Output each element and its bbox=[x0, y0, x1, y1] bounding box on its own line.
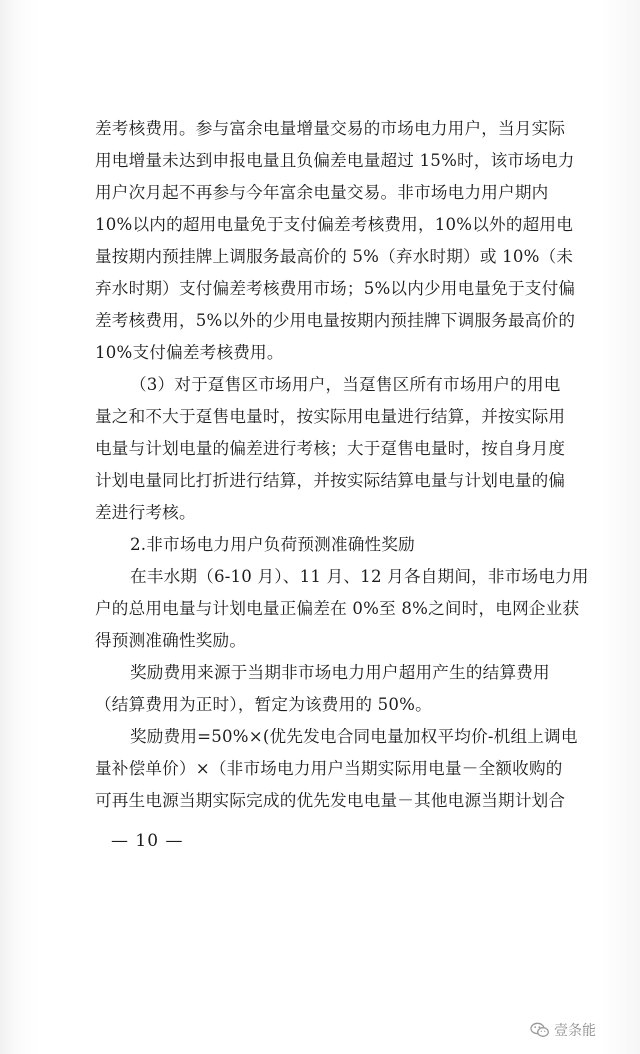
watermark bbox=[530, 1020, 596, 1040]
paragraph-line: 在丰水期（6-10 月）、11 月、12 月各自期间，非市场电力用 bbox=[130, 567, 589, 586]
paragraph-line: 用户次月起不再参与今年富余电量交易。非市场电力用户期内 bbox=[95, 183, 549, 202]
paragraph-line: 量之和不大于趸售电量时，按实际用电量进行结算，并按实际用 bbox=[95, 407, 566, 426]
paragraph-line: 得预测准确性奖励。 bbox=[95, 631, 247, 650]
paragraph-line: 差考核费用。参与富余电量增量交易的市场电力用户，当月实际 bbox=[95, 119, 566, 138]
paragraph-line: 户的总用电量与计划电量正偏差在 0%至 8%之间时，电网企业获 bbox=[95, 599, 580, 618]
paragraph-line: （结算费用为正时），暂定为该费用的 50%。 bbox=[95, 695, 432, 714]
paragraph-line: 10%以内的超用电量免于支付偏差考核费用，10%以外的超用电 bbox=[95, 215, 574, 234]
page-number: — 10 — bbox=[111, 831, 184, 851]
paragraph-line: （3）对于趸售区市场用户，当趸售区所有市场用户的用电 bbox=[130, 375, 561, 394]
paragraph-line: 计划电量同比打折进行结算，并按实际结算电量与计划电量的偏 bbox=[95, 471, 566, 490]
paragraph-line: 可再生电源当期实际完成的优先发电电量－其他电源当期计划合 bbox=[95, 791, 566, 810]
paragraph-line: 差进行考核。 bbox=[95, 503, 196, 522]
paragraph-line: 10%支付偏差考核费用。 bbox=[95, 343, 284, 362]
paragraph-line: 弃水时期）支付偏差考核费用市场；5%以内少用电量免于支付偏 bbox=[95, 279, 576, 298]
watermark-text: 壹条能 bbox=[554, 1023, 596, 1039]
paragraph-line: 电量与计划电量的偏差进行考核；大于趸售电量时，按自身月度 bbox=[95, 439, 566, 458]
paragraph-line: 量补偿单价）×（非市场电力用户当期实际用电量－全额收购的 bbox=[95, 759, 563, 778]
paragraph-line: 量按期内预挂牌上调服务最高价的 5%（弃水时期）或 10%（未 bbox=[95, 247, 574, 266]
paragraph-line: 奖励费用=50%×(优先发电合同电量加权平均价-机组上调电 bbox=[130, 727, 578, 746]
wechat-icon bbox=[530, 1022, 550, 1038]
section-heading: 2.非市场电力用户负荷预测准确性奖励 bbox=[130, 535, 415, 554]
paragraph-line: 用电增量未达到申报电量且负偏差电量超过 15%时，该市场电力 bbox=[95, 151, 575, 170]
paragraph-line: 差考核费用，5%以外的少用电量按期内预挂牌下调服务最高价的 bbox=[95, 311, 576, 330]
paragraph-line: 奖励费用来源于当期非市场电力用户超用产生的结算费用 bbox=[130, 663, 550, 682]
